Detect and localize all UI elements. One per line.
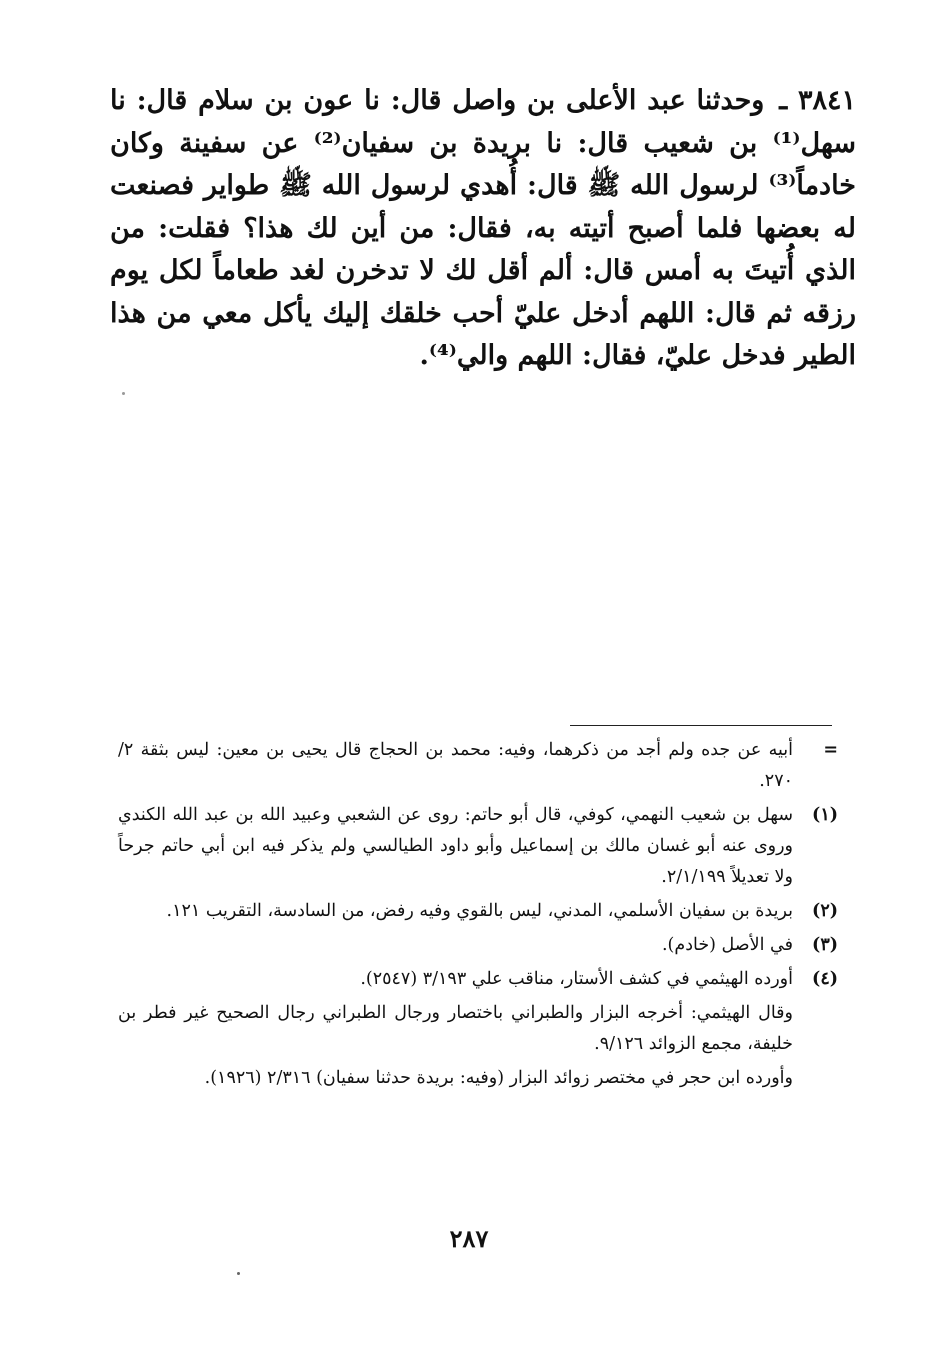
footnote-2 bbox=[118, 896, 838, 927]
footnote-4-ibn-hajar bbox=[118, 1063, 838, 1094]
footnote-text: في الأصل (خادم). bbox=[661, 935, 793, 955]
scan-speck bbox=[237, 1272, 240, 1275]
hadith-paragraph bbox=[110, 80, 856, 378]
scan-speck bbox=[122, 392, 125, 395]
footnote-text: أبيه عن جده ولم أجد من ذكرهما، وفيه: محمد بن الحجاج قال يحيى بن معين: ليس بثقة ٢/ ٢٧٠. bbox=[118, 740, 793, 791]
footnote-separator bbox=[570, 725, 832, 726]
footnote-continuation bbox=[118, 735, 838, 797]
page-number: ٢٨٧ bbox=[449, 1224, 489, 1253]
footnote-4 bbox=[118, 964, 838, 995]
footnote-mark: (٢) bbox=[812, 901, 838, 921]
footnote-mark: = bbox=[823, 740, 838, 760]
hadith-number: ٣٨٤١ ـ bbox=[779, 85, 856, 116]
footnote-mark: (٣) bbox=[812, 935, 838, 955]
footnote-1 bbox=[118, 800, 838, 893]
footnote-text: أورده الهيثمي في كشف الأستار، مناقب علي ٣/١٩٣ (٢٥٤٧). bbox=[360, 969, 793, 989]
footnote-text: سهل بن شعيب النهمي، كوفي، قال أبو حاتم: روى عن الشعبي وعبيد الله بن عبد الله الكندي وروى عنه أبو غسان مالك بن إسماعيل وأبو داود الطيالسي ولم يذكر فيه ابن أبي حاتم جرحاً ولا تعديلاً ٢/١/١٩٩. bbox=[118, 805, 793, 887]
footnote-mark: (٤) bbox=[812, 969, 838, 989]
footnote-text: بريدة بن سفيان الأسلمي، المدني، ليس بالقوي وفيه رفض، من السادسة، التقريب ١٢١. bbox=[166, 901, 793, 921]
hadith-text: وحدثنا عبد الأعلى بن واصل قال: نا عون بن سلام قال: نا سهل⁽¹⁾ بن شعيب قال: نا بريدة بن سفيان⁽²⁾ عن سفينة وكان خادماً⁽³⁾ لرسول الله ﷺ قال: أُهدي لرسول الله ﷺ طواير فصنعت له بعضها فلما أصبح أتيته به، فقال: من أين لك هذا؟ فقلت: من الذي أُتيتَ به أمس قال: ألم أقل لك لا تدخرن لغد طعاماً لكل يوم رزقه ثم قال: اللهم أدخل عليّ أحب خلقك إليك يأكل معي من هذا الطير فدخل عليّ، فقال: اللهم والي⁽⁴⁾. bbox=[110, 85, 857, 371]
footnotes bbox=[118, 735, 838, 1097]
footnote-text: وأورده ابن حجر في مختصر زوائد البزار (وفيه: بريدة حدثنا سفيان) ٢/٣١٦ (١٩٢٦). bbox=[204, 1068, 793, 1088]
footnote-3 bbox=[118, 930, 838, 961]
footnote-4-haythami bbox=[118, 998, 838, 1060]
footnote-mark: (١) bbox=[812, 805, 838, 825]
footnote-text: وقال الهيثمي: أخرجه البزار والطبراني باختصار ورجال الطبراني رجال الصحيح غير فطر بن خليفة، مجمع الزوائد ٩/١٢٦. bbox=[118, 1003, 793, 1054]
